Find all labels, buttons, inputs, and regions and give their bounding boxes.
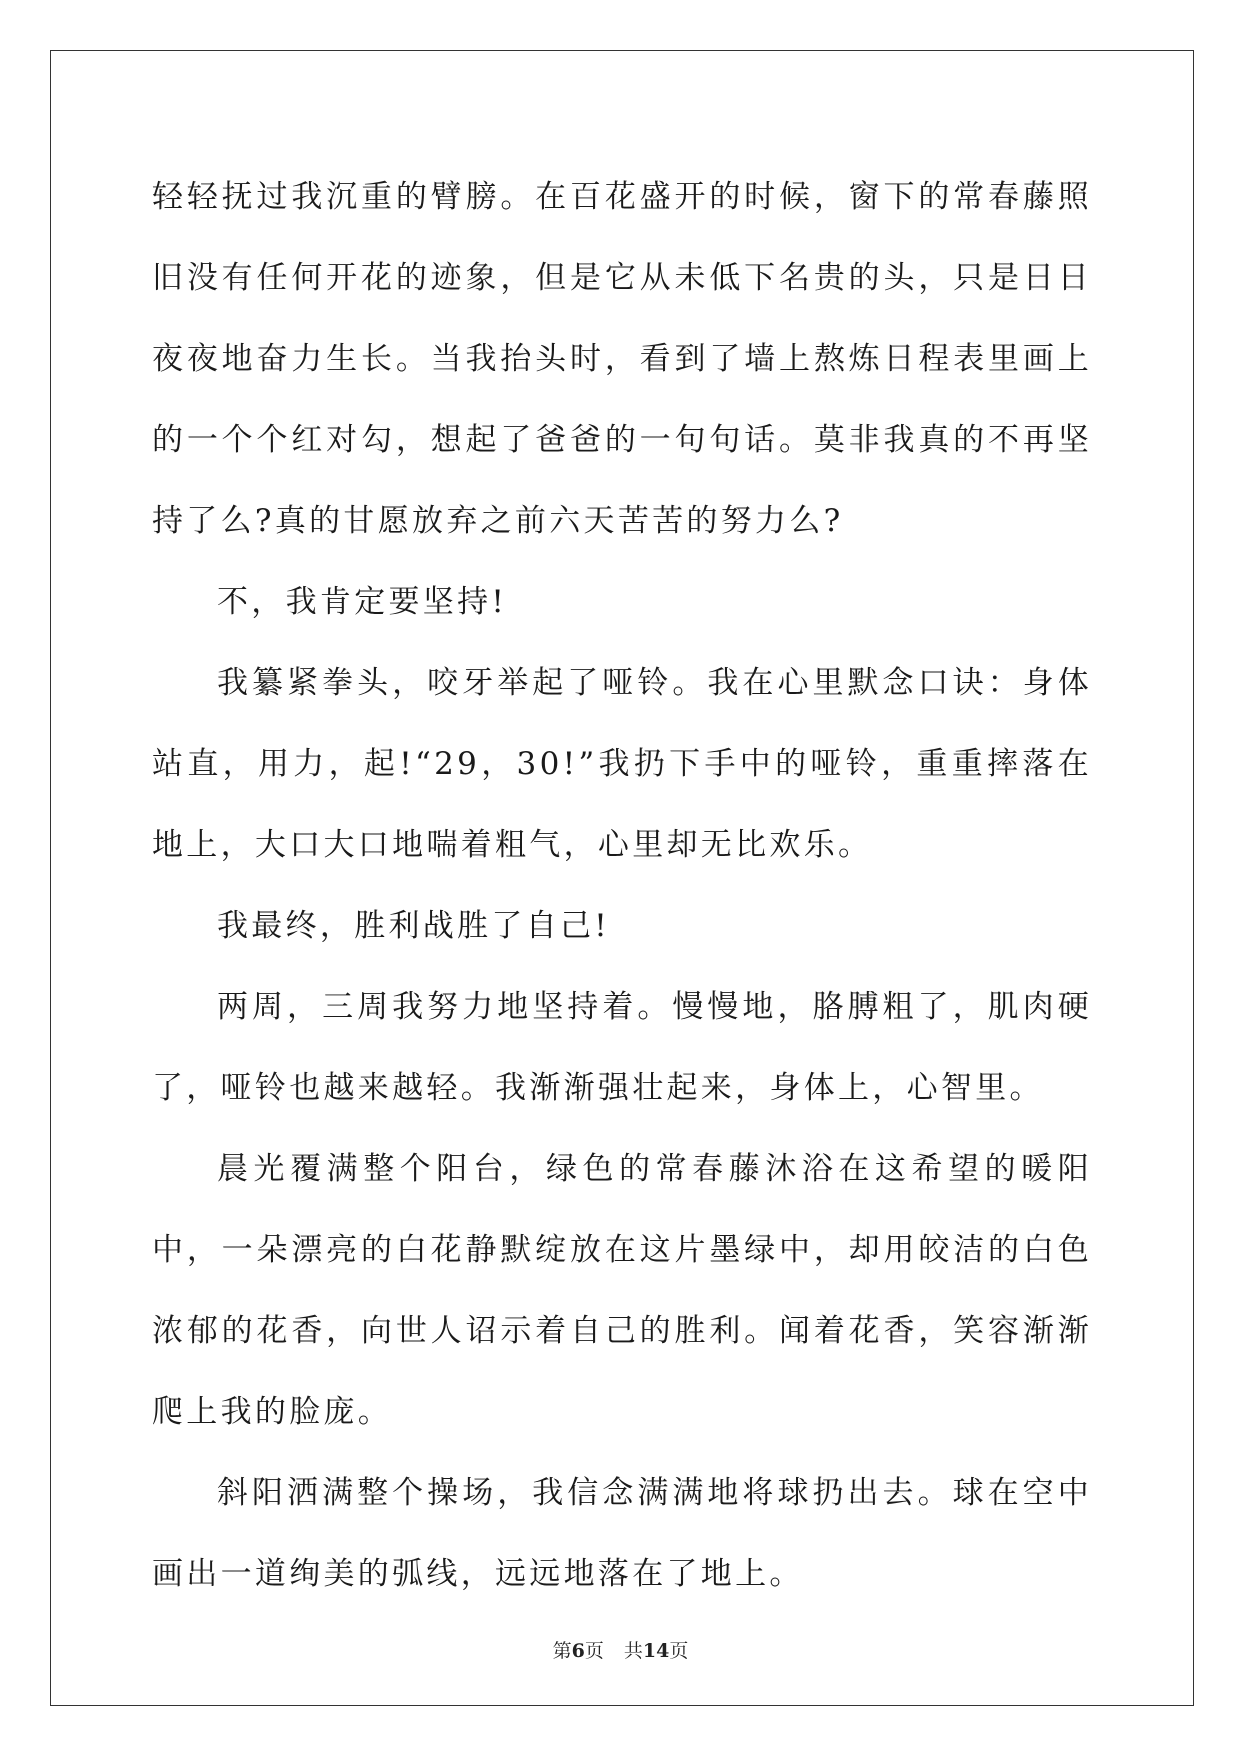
paragraph: 不，我肯定要坚持! [217,584,508,620]
footer-text: 共 [623,1640,643,1662]
footer-text: 页 [584,1640,604,1662]
paragraph: 斜阳洒满整个操场，我信念满满地将球扔出去。球在空中画出一道绚美的弧线，远远地落在了地上。 [152,1475,1092,1592]
footer-text: 页 [669,1640,689,1662]
document-body [152,157,1092,1615]
footer-text: 第 [552,1640,572,1662]
total-pages-label [624,1640,688,1662]
page-footer [0,1636,1241,1663]
paragraph: 晨光覆满整个阳台，绿色的常春藤沐浴在这希望的暖阳中，一朵漂亮的白花静默绽放在这片墨绿中，却用皎洁的白色浓郁的花香，向世人诏示着自己的胜利。闻着花香，笑容渐渐爬上我的脸庞。 [152,1151,1092,1430]
paragraph: 轻轻抚过我沉重的臂膀。在百花盛开的时候，窗下的常春藤照旧没有任何开花的迹象，但是它从未低下名贵的头，只是日日夜夜地奋力生长。当我抬头时，看到了墙上熬炼日程表里画上的一个个红对勾，想起了爸爸的一句句话。莫非我真的不再坚持了么?真的甘愿放弃之前六天苦苦的努力么? [152,179,1092,539]
paragraph: 两周，三周我努力地坚持着。慢慢地，胳膊粗了，肌肉硬了，哑铃也越来越轻。我渐渐强壮起来，身体上，心智里。 [152,989,1092,1106]
total-page-number: 14 [642,1640,670,1662]
page-number-label [553,1640,604,1662]
paragraph: 我纂紧拳头，咬牙举起了哑铃。我在心里默念口诀：身体站直，用力，起!“29，30!”我扔下手中的哑铃，重重摔落在地上，大口大口地喘着粗气，心里却无比欢乐。 [152,665,1092,863]
current-page-number: 6 [571,1640,585,1662]
paragraph: 我最终，胜利战胜了自己! [217,908,611,944]
